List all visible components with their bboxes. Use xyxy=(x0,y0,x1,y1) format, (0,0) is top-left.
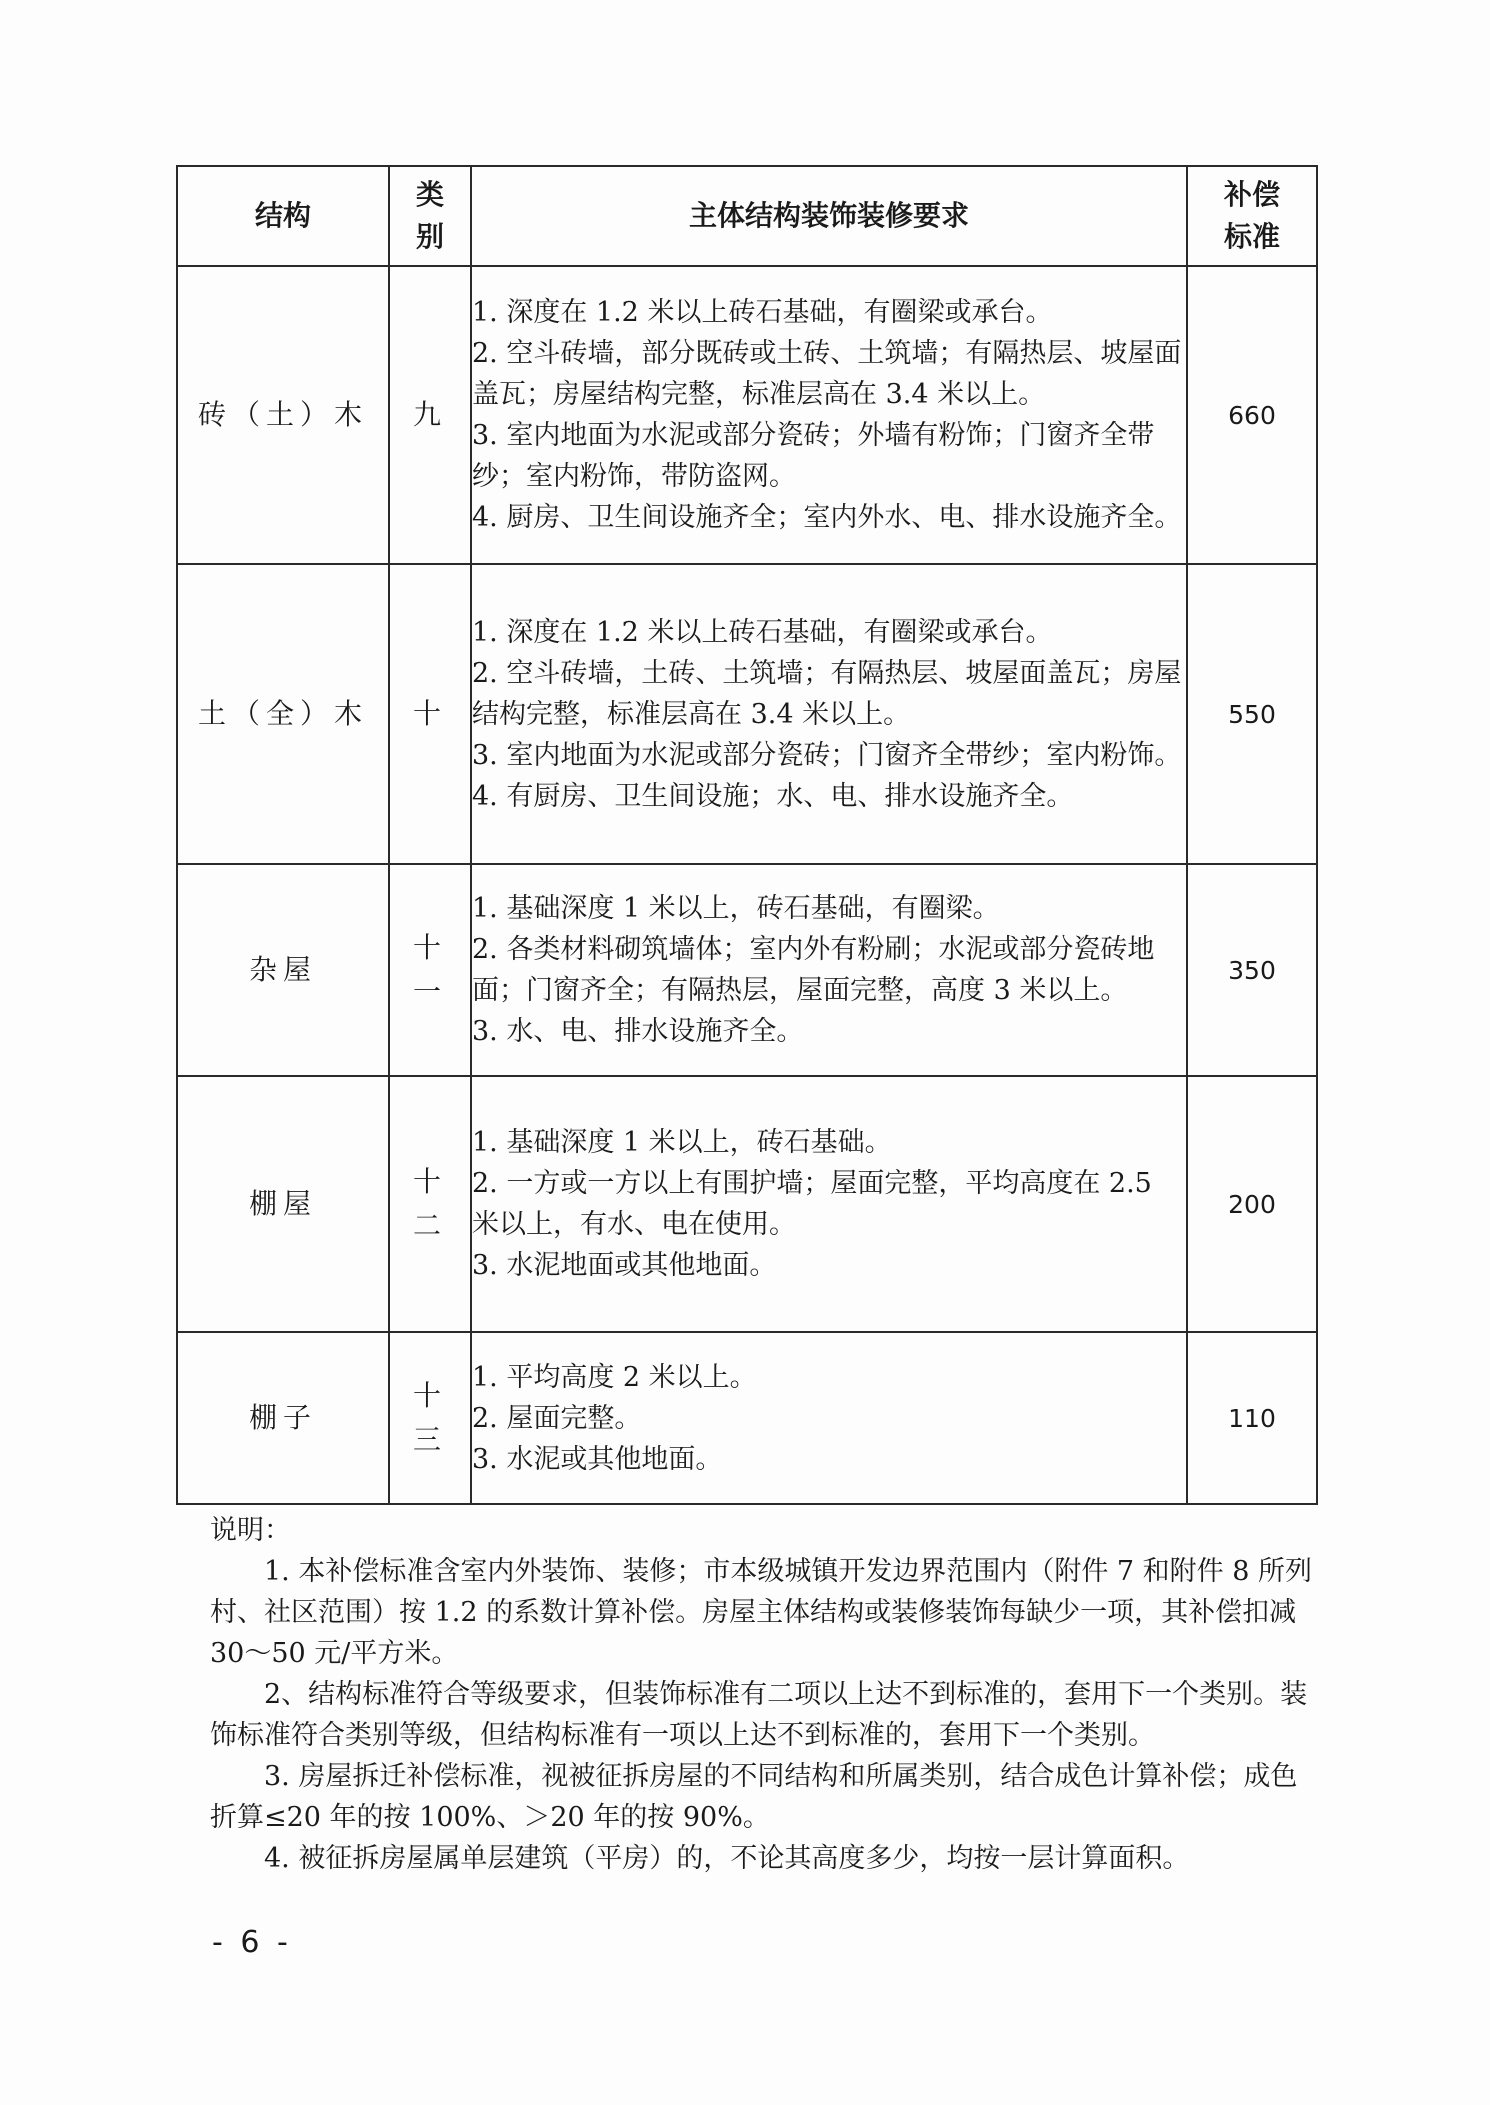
requirements-cell xyxy=(471,1076,1187,1332)
header-category-line-2: 别 xyxy=(415,220,444,253)
note-item: 1. 本补偿标准含室内外装饰、装修；市本级城镇开发边界范围内（附件 7 和附件 8 所列村、社区范围）按 1.2 的系数计算补偿。房屋主体结构或装修装饰每缺少一项，其补偿扣减 30～50 元/平方米。 xyxy=(210,1556,1313,1669)
header-category xyxy=(389,166,471,266)
category-cell xyxy=(389,564,471,864)
table-row xyxy=(177,1076,1317,1332)
requirement-item: 3. 室内地面为水泥或部分瓷砖；外墙有粉饰；门窗齐全带纱；室内粉饰，带防盗网。 xyxy=(472,420,1155,492)
structure-cell: 砖（土）木 xyxy=(177,266,389,564)
requirements-cell xyxy=(471,864,1187,1076)
page-number: - 6 - xyxy=(212,1925,292,1960)
note-item: 3. 房屋拆迁补偿标准，视被征拆房屋的不同结构和所属类别，结合成色计算补偿；成色折算≤20 年的按 100%、＞20 年的按 90%。 xyxy=(210,1761,1298,1833)
requirements-cell xyxy=(471,564,1187,864)
structure-cell: 土（全）木 xyxy=(177,564,389,864)
requirement-item: 1. 基础深度 1 米以上，砖石基础。 xyxy=(472,1127,892,1158)
standard-cell: 550 xyxy=(1187,564,1317,864)
table-row xyxy=(177,1332,1317,1504)
requirement-item: 1. 基础深度 1 米以上，砖石基础，有圈梁。 xyxy=(472,893,1000,924)
header-requirements: 主体结构装饰装修要求 xyxy=(471,166,1187,266)
table-row xyxy=(177,864,1317,1076)
requirement-item: 1. 平均高度 2 米以上。 xyxy=(472,1361,757,1393)
category-cell xyxy=(389,1332,471,1504)
standard-cell: 660 xyxy=(1187,266,1317,564)
category-char: 二 xyxy=(412,1209,447,1242)
header-structure: 结构 xyxy=(177,166,389,266)
structure-cell: 棚子 xyxy=(177,1332,389,1504)
requirement-item: 4. 厨房、卫生间设施齐全；室内外水、电、排水设施齐全。 xyxy=(472,502,1182,533)
requirement-item: 2. 各类材料砌筑墙体；室内外有粉刷；水泥或部分瓷砖地面；门窗齐全；有隔热层，屋面完整，高度 3 米以上。 xyxy=(472,934,1155,1006)
notes-section xyxy=(210,1510,1320,1879)
requirement-item: 4. 有厨房、卫生间设施；水、电、排水设施齐全。 xyxy=(472,780,1074,812)
requirement-item: 3. 水、电、排水设施齐全。 xyxy=(472,1016,804,1047)
standard-cell: 350 xyxy=(1187,864,1317,1076)
structure-cell: 棚屋 xyxy=(177,1076,389,1332)
table-header-row xyxy=(177,166,1317,266)
requirement-item: 2. 空斗砖墙，部分既砖或土砖、土筑墙；有隔热层、坡屋面盖瓦；房屋结构完整，标准层高在 3.4 米以上。 xyxy=(472,338,1182,410)
category-char: 九 xyxy=(412,398,447,431)
header-standard xyxy=(1187,166,1317,266)
requirements-cell xyxy=(471,266,1187,564)
category-char: 三 xyxy=(412,1423,447,1456)
structure-cell: 杂屋 xyxy=(177,864,389,1076)
requirement-item: 3. 水泥或其他地面。 xyxy=(472,1443,723,1475)
requirement-item: 2. 屋面完整。 xyxy=(472,1402,642,1434)
category-char: 一 xyxy=(412,975,447,1008)
requirement-item: 1. 深度在 1.2 米以上砖石基础，有圈梁或承台。 xyxy=(472,297,1053,328)
requirement-item: 1. 深度在 1.2 米以上砖石基础，有圈梁或承台。 xyxy=(472,616,1053,648)
standard-cell: 110 xyxy=(1187,1332,1317,1504)
standard-cell: 200 xyxy=(1187,1076,1317,1332)
header-category-line-1: 类 xyxy=(415,178,444,211)
requirement-item: 3. 室内地面为水泥或部分瓷砖；门窗齐全带纱；室内粉饰。 xyxy=(472,739,1182,771)
requirement-item: 3. 水泥地面或其他地面。 xyxy=(472,1250,777,1281)
note-item: 4. 被征拆房屋属单层建筑（平房）的，不论其高度多少，均按一层计算面积。 xyxy=(264,1843,1190,1874)
category-char: 十 xyxy=(412,1379,447,1412)
category-cell xyxy=(389,266,471,564)
category-char: 十 xyxy=(412,931,447,964)
table-row xyxy=(177,266,1317,564)
category-char: 十 xyxy=(412,1165,447,1198)
header-standard-line-1: 补偿 xyxy=(1223,178,1280,211)
category-cell xyxy=(389,1076,471,1332)
compensation-standards-table xyxy=(176,165,1318,1505)
requirement-item: 2. 一方或一方以上有围护墙；屋面完整，平均高度在 2.5 米以上，有水、电在使用。 xyxy=(472,1168,1152,1240)
category-char: 十 xyxy=(412,697,447,730)
table-row xyxy=(177,564,1317,864)
requirement-item: 2. 空斗砖墙，土砖、土筑墙；有隔热层、坡屋面盖瓦；房屋结构完整，标准层高在 3.4 米以上。 xyxy=(472,657,1182,730)
notes-title: 说明： xyxy=(210,1515,291,1546)
note-item: 2、结构标准符合等级要求，但装饰标准有二项以上达不到标准的，套用下一个类别。装饰标准符合类别等级，但结构标准有一项以上达不到标准的，套用下一个类别。 xyxy=(210,1679,1308,1751)
header-standard-line-2: 标准 xyxy=(1223,220,1280,253)
requirements-cell xyxy=(471,1332,1187,1504)
category-cell xyxy=(389,864,471,1076)
